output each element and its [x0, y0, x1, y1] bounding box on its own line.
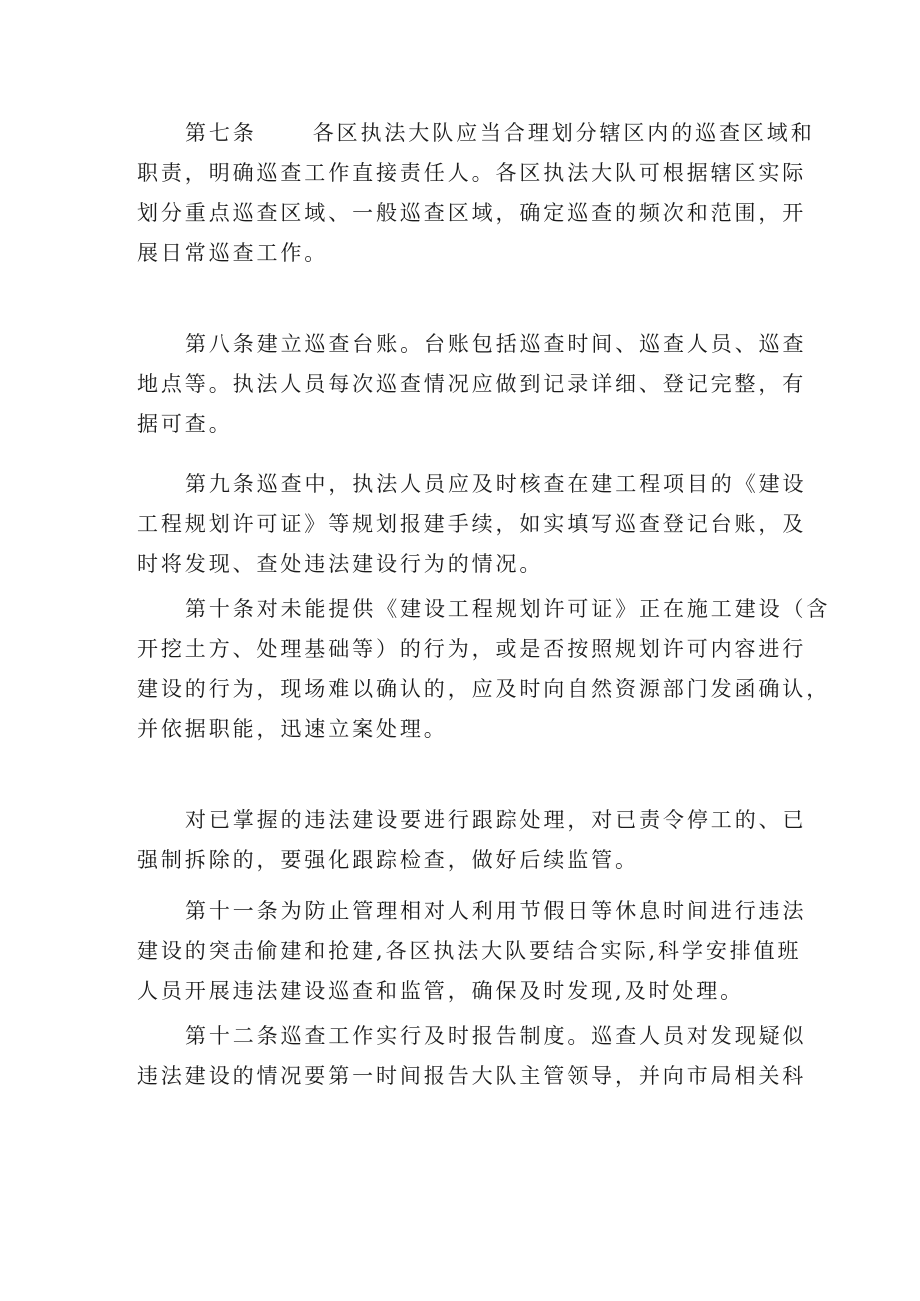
article-7-line-1: 各区执法大队应当合理划分辖区内的巡查区域和 [312, 121, 815, 145]
paragraph-line: 违法建设的情况要第一时间报告大队主管领导，并向市局相关科 [137, 1064, 807, 1088]
article-12-paragraph [137, 1016, 807, 1096]
paragraph-line: 建设的行为，现场难以确认的，应及时向自然资源部门发函确认， [137, 677, 831, 701]
paragraph-line: 工程规划许可证》等规划报建手续，如实填写巡查登记台账，及 [137, 512, 807, 536]
article-7-paragraph [137, 113, 815, 273]
paragraph-line: 强制拆除的，要强化跟踪检查，做好后续监管。 [137, 848, 639, 872]
article-9-paragraph [137, 464, 807, 584]
paragraph-line: 第十二条巡查工作实行及时报告制度。巡查人员对发现疑似 [185, 1024, 807, 1048]
paragraph-line: 第八条建立巡查台账。台账包括巡查时间、巡查人员、巡查 [185, 332, 807, 356]
paragraph-line: 职责，明确巡查工作直接责任人。各区执法大队可根据辖区实际 [137, 161, 807, 185]
paragraph-line: 建设的突击偷建和抢建,各区执法大队要结合实际,科学安排值班 [137, 939, 802, 963]
article-7-heading: 第七条 [185, 121, 257, 145]
article-10-followup-paragraph [137, 800, 807, 880]
paragraph-line: 人员开展违法建设巡查和监管，确保及时发现,及时处理。 [137, 979, 745, 1003]
paragraph-line [137, 113, 815, 153]
paragraph-line: 开挖土方、处理基础等）的行为，或是否按照规划许可内容进行 [137, 637, 807, 661]
paragraph-line: 展日常巡查工作。 [137, 241, 329, 265]
paragraph-line: 第十一条为防止管理相对人利用节假日等休息时间进行违法 [185, 899, 807, 923]
paragraph-line: 并依据职能，迅速立案处理。 [137, 717, 448, 741]
article-11-paragraph [137, 891, 807, 1011]
paragraph-line: 第十条对未能提供《建设工程规划许可证》正在施工建设（含 [185, 597, 831, 621]
paragraph-line: 对已掌握的违法建设要进行跟踪处理，对已责令停工的、已 [185, 808, 807, 832]
paragraph-line: 地点等。执法人员每次巡查情况应做到记录详细、登记完整，有 [137, 372, 807, 396]
article-8-paragraph [137, 324, 807, 444]
paragraph-line: 据可查。 [137, 412, 233, 436]
paragraph-line: 划分重点巡查区域、一般巡查区域，确定巡查的频次和范围，开 [137, 201, 807, 225]
article-10-paragraph [137, 589, 831, 749]
paragraph-line: 第九条巡查中，执法人员应及时核查在建工程项目的《建设 [185, 472, 807, 496]
paragraph-line: 时将发现、查处违法建设行为的情况。 [137, 552, 544, 576]
